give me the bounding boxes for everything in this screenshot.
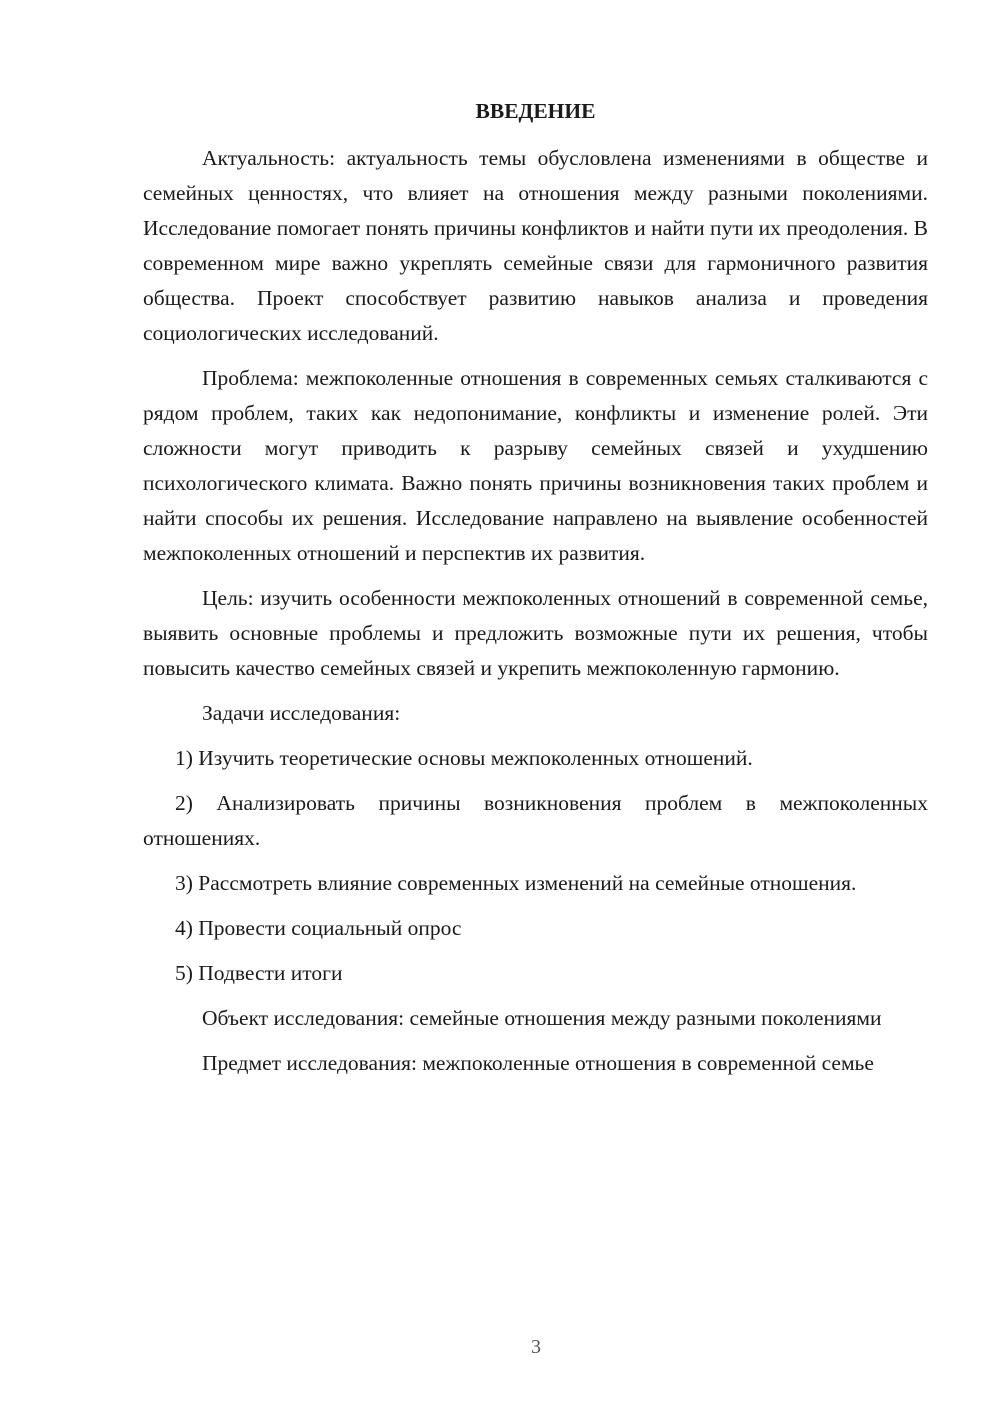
task-item-2: 2) Анализировать причины возникновения проблем в межпоколенных отношениях. — [143, 791, 928, 850]
document-body — [143, 96, 928, 1091]
relevance-paragraph: Актуальность: актуальность темы обусловлена изменениями в обществе и семейных ценностях, что влияет на отношения между разными поколениями. Исследование помогает понять причины конфликтов и найти пути их преодоления. В современном мире важно укреплять семейные связи для гармоничного развития общества. Проект способствует развитию навыков анализа и проведения социологических исследований. — [143, 146, 928, 345]
task-item-1: 1) Изучить теоретические основы межпоколенных отношений. — [175, 746, 753, 770]
task-item-4: 4) Провести социальный опрос — [175, 916, 462, 940]
task-item-3: 3) Рассмотреть влияние современных изменений на семейные отношения. — [175, 871, 857, 895]
research-object-paragraph: Объект исследования: семейные отношения между разными поколениями — [202, 1006, 882, 1030]
task-item-5: 5) Подвести итоги — [175, 961, 343, 985]
problem-paragraph: Проблема: межпоколенные отношения в современных семьях сталкиваются с рядом проблем, таких как недопонимание, конфликты и изменение ролей. Эти сложности могут приводить к разрыву семейных связей и ухудшению психологического климата. Важно понять причины возникновения таких проблем и найти способы их решения. Исследование направлено на выявление особенностей межпоколенных отношений и перспектив их развития. — [143, 366, 928, 565]
goal-paragraph: Цель: изучить особенности межпоколенных отношений в современной семье, выявить основные проблемы и предложить возможные пути их решения, чтобы повысить качество семейных связей и укрепить межпоколенную гармонию. — [143, 586, 928, 680]
section-title: ВВЕДЕНИЕ — [475, 99, 596, 123]
page-number: 3 — [531, 1336, 541, 1358]
research-subject-paragraph: Предмет исследования: межпоколенные отношения в современной семье — [202, 1051, 874, 1075]
tasks-heading: Задачи исследования: — [202, 701, 401, 725]
